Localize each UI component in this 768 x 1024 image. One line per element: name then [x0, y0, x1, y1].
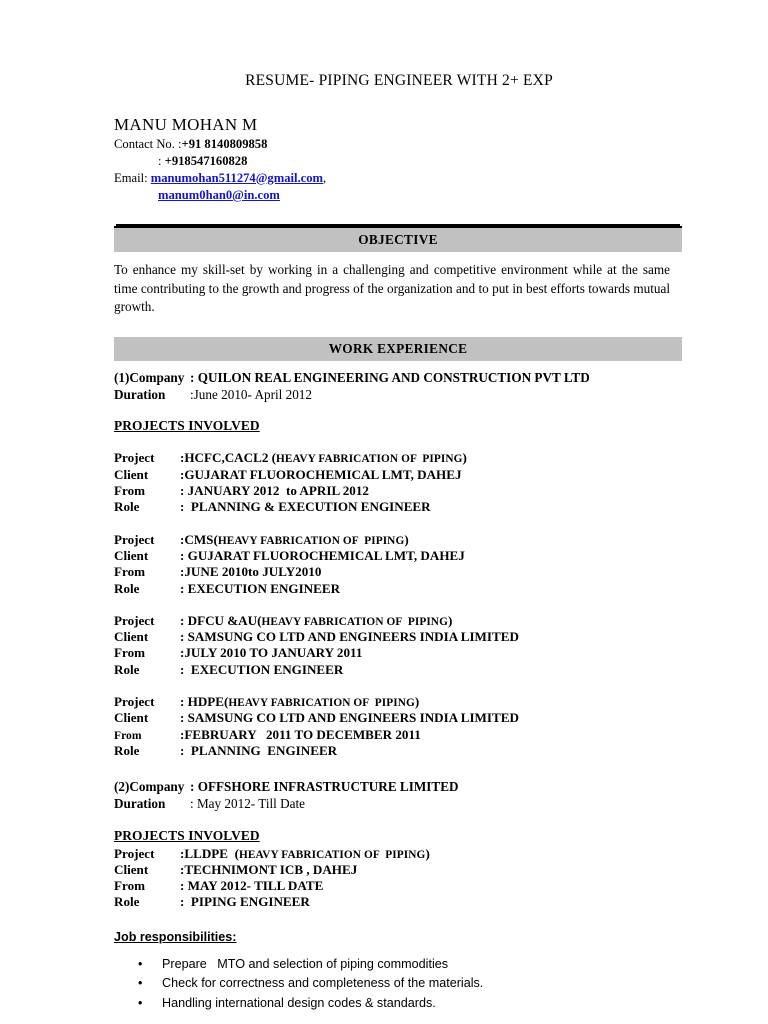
job-responsibilities-list [114, 955, 684, 1014]
project-role-row [114, 743, 684, 759]
project-label: Project [114, 612, 155, 628]
client-value: : GUJARAT FLUOROCHEMICAL LMT, DAHEJ [180, 547, 465, 563]
company-value: : OFFSHORE INFRASTRUCTURE LIMITED [190, 779, 459, 795]
client-value: :GUJARAT FLUOROCHEMICAL LMT, DAHEJ [180, 466, 462, 482]
project-label: Project [114, 845, 155, 861]
email-link-secondary[interactable]: manum0han0@in.com [158, 187, 280, 202]
project-paren-close: ) [404, 531, 409, 547]
from-value: : MAY 2012- TILL DATE [180, 878, 324, 894]
project-paren-close: ) [425, 845, 430, 861]
email-link-gmail[interactable]: manumohan511274@gmail.com [150, 170, 324, 185]
role-value: : PLANNING ENGINEER [180, 743, 338, 758]
objective-section-bar: OBJECTIVE [114, 226, 682, 252]
project-from-row [114, 727, 684, 743]
project-paren-close: ) [462, 450, 467, 466]
contact-block [114, 114, 684, 204]
duration-label: Duration [114, 795, 166, 811]
project-entry [114, 694, 684, 759]
project-value: :CMS [180, 531, 214, 547]
page-content [114, 0, 684, 1014]
bullet-icon: • [138, 996, 143, 1011]
company-name-row [114, 370, 684, 387]
company-name-row [114, 779, 684, 796]
email-label: Email: [114, 170, 151, 185]
project-paren-text: HEAVY FABRICATION OF PIPING [217, 534, 405, 547]
project-from-row [114, 878, 684, 894]
contact-phone-primary [114, 136, 684, 153]
project-name-row [114, 450, 684, 466]
project-value: : HDPE( [180, 693, 229, 709]
client-value: : SAMSUNG CO LTD AND ENGINEERS INDIA LIMITED [180, 629, 519, 645]
bullet-icon: • [138, 956, 143, 971]
duration-value: :June 2010- April 2012 [190, 386, 312, 402]
project-role-row [114, 662, 684, 678]
project-client-row [114, 467, 684, 483]
project-role-row [114, 894, 684, 910]
project-from-row [114, 483, 684, 499]
list-item [114, 955, 684, 975]
from-value: : JANUARY 2012 to APRIL 2012 [180, 483, 369, 499]
projects-involved-heading: PROJECTS INVOLVED [114, 418, 260, 434]
project-name-row [114, 532, 684, 548]
project-label: Project [114, 450, 155, 466]
client-label: Client [114, 861, 149, 877]
project-paren-open: ( [271, 450, 277, 466]
project-name-row [114, 613, 684, 629]
project-client-row [114, 548, 684, 564]
list-item [114, 994, 684, 1014]
list-item-text: Prepare MTO and selection of piping commodities [162, 956, 449, 971]
duration-label: Duration [114, 386, 166, 402]
project-paren-close: ) [414, 693, 420, 709]
contact-phone-value-2: +918547160828 [164, 153, 248, 168]
contact-phone-label: Contact No. : [114, 137, 182, 152]
project-name-row [114, 846, 684, 862]
from-value: :FEBRUARY 2011 TO DECEMBER 2011 [180, 726, 421, 742]
job-responsibilities-heading: Job responsibilities: [114, 929, 237, 944]
project-client-row [114, 629, 684, 645]
project-paren-text: HEAVY FABRICATION OF PIPING [261, 615, 448, 628]
duration-value: : May 2012- Till Date [190, 795, 306, 811]
company-block [114, 370, 684, 403]
project-paren-text: HEAVY FABRICATION OF PIPING [238, 848, 426, 861]
role-label: Role [114, 499, 140, 515]
from-label: From [114, 728, 142, 742]
role-value: : PLANNING & EXECUTION ENGINEER [180, 499, 431, 515]
project-paren-text: HEAVY FABRICATION OF PIPING [276, 453, 463, 466]
role-value: : EXECUTION ENGINEER [180, 661, 344, 677]
project-label: Project [114, 693, 155, 709]
contact-phone-value: +91 8140809858 [181, 137, 268, 152]
objective-section [114, 226, 684, 317]
list-item [114, 974, 684, 994]
project-from-row [114, 564, 684, 580]
project-client-row [114, 710, 684, 726]
from-label: From [114, 878, 146, 894]
email-separator: , [323, 170, 327, 185]
project-paren-open: ( [257, 612, 262, 628]
company-label: (2)Company [114, 779, 185, 795]
project-role-row [114, 499, 684, 515]
work-experience-section [114, 337, 684, 1013]
document-title: RESUME- PIPING ENGINEER WITH 2+ EXP [245, 72, 553, 89]
company-block [114, 779, 684, 812]
client-value: :TECHNIMONT ICB , DAHEJ [180, 861, 358, 877]
project-value: : DFCU &AU [180, 612, 258, 628]
project-label: Project [114, 531, 155, 547]
from-label: From [114, 645, 146, 661]
project-entry [114, 846, 684, 911]
project-role-row [114, 581, 684, 597]
email-line-primary [114, 170, 684, 187]
project-from-row [114, 645, 684, 661]
project-paren-open: ( [234, 845, 239, 861]
client-label: Client [114, 466, 149, 482]
company-duration-row [114, 387, 684, 404]
from-value: :JUNE 2010to JULY2010 [180, 564, 322, 580]
project-entry [114, 532, 684, 597]
contact-phone-label-2: : [158, 153, 165, 168]
company-label: (1)Company [114, 370, 185, 386]
role-label: Role [114, 580, 140, 596]
role-value: : PIPING ENGINEER [180, 894, 310, 910]
company-value: : QUILON REAL ENGINEERING AND CONSTRUCTION PVT LTD [190, 370, 590, 386]
list-item-text: Check for correctness and completeness of the materials. [162, 976, 484, 991]
objective-text: To enhance my skill-set by working in a challenging and competitive environment while at the same time contributing to the growth and progress of the organization and to put in best efforts towards mutual growth. [114, 261, 670, 315]
project-paren-open: ( [213, 531, 218, 547]
project-paren-close: ) [447, 612, 453, 628]
from-value: :JULY 2010 TO JANUARY 2011 [180, 645, 363, 661]
project-value: :LLDPE [180, 845, 235, 861]
work-experience-section-bar: WORK EXPERIENCE [114, 337, 682, 361]
contact-phone-secondary [114, 153, 684, 170]
from-label: From [114, 564, 146, 580]
project-name-row [114, 694, 684, 710]
role-label: Role [114, 743, 140, 758]
client-value: : SAMSUNG CO LTD AND ENGINEERS INDIA LIMITED [180, 710, 519, 726]
role-label: Role [114, 661, 140, 677]
project-value: :HCFC,CACL2 [180, 450, 272, 466]
company-duration-row [114, 796, 684, 813]
bullet-icon: • [138, 976, 143, 991]
email-line-secondary [114, 187, 684, 204]
client-label: Client [114, 629, 149, 645]
project-entry [114, 450, 684, 515]
from-label: From [114, 483, 146, 499]
client-label: Client [114, 547, 149, 563]
person-name: MANU MOHAN M [114, 115, 258, 134]
project-client-row [114, 862, 684, 878]
list-item-text: Handling international design codes & standards. [162, 996, 436, 1011]
project-paren-text: HEAVY FABRICATION OF PIPING [228, 696, 415, 709]
projects-involved-heading: PROJECTS INVOLVED [114, 827, 260, 843]
role-label: Role [114, 894, 140, 910]
client-label: Client [114, 710, 149, 726]
role-value: : EXECUTION ENGINEER [180, 580, 341, 596]
project-entry [114, 613, 684, 678]
